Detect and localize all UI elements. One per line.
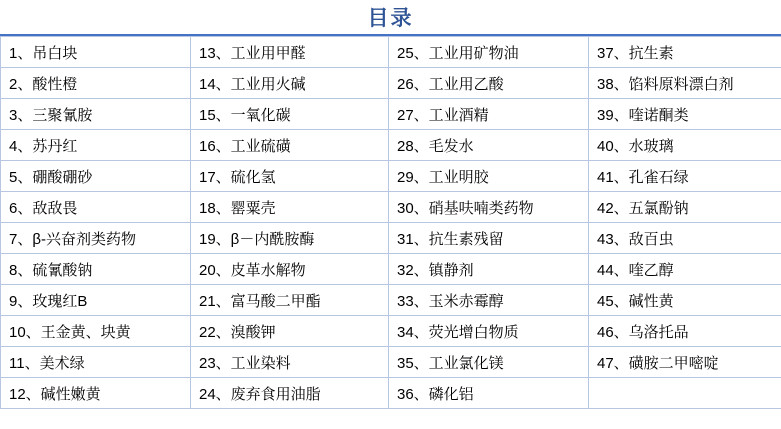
toc-entry[interactable]: 32、镇静剂: [389, 254, 589, 285]
toc-entry[interactable]: 31、抗生素残留: [389, 223, 589, 254]
toc-entry[interactable]: 16、工业硫磺: [191, 130, 389, 161]
toc-entry[interactable]: 46、乌洛托品: [589, 316, 781, 347]
toc-entry[interactable]: 37、抗生素: [589, 37, 781, 68]
toc-entry[interactable]: 8、硫氰酸钠: [1, 254, 191, 285]
toc-entry[interactable]: 36、磷化铝: [389, 378, 589, 409]
toc-entry[interactable]: 23、工业染料: [191, 347, 389, 378]
table-row: [1, 99, 781, 130]
toc-entry[interactable]: 27、工业酒精: [389, 99, 589, 130]
toc-entry[interactable]: 2、酸性橙: [1, 68, 191, 99]
toc-entry[interactable]: 26、工业用乙酸: [389, 68, 589, 99]
toc-entry[interactable]: 34、荧光增白物质: [389, 316, 589, 347]
toc-entry[interactable]: 18、罂粟壳: [191, 192, 389, 223]
toc-entry[interactable]: 3、三聚氰胺: [1, 99, 191, 130]
toc-entry[interactable]: 43、敌百虫: [589, 223, 781, 254]
toc-entry[interactable]: 14、工业用火碱: [191, 68, 389, 99]
toc-entry[interactable]: 17、硫化氢: [191, 161, 389, 192]
toc-entry[interactable]: 35、工业氯化镁: [389, 347, 589, 378]
toc-entry[interactable]: 4、苏丹红: [1, 130, 191, 161]
toc-entry[interactable]: 24、废弃食用油脂: [191, 378, 389, 409]
toc-entry[interactable]: 45、碱性黄: [589, 285, 781, 316]
toc-entry[interactable]: 29、工业明胶: [389, 161, 589, 192]
toc-entry[interactable]: 28、毛发水: [389, 130, 589, 161]
toc-entry[interactable]: 9、玫瑰红B: [1, 285, 191, 316]
toc-entry[interactable]: 39、喹诺酮类: [589, 99, 781, 130]
toc-entry-empty: [589, 378, 781, 409]
toc-entry[interactable]: 21、富马酸二甲酯: [191, 285, 389, 316]
toc-entry[interactable]: 10、王金黄、块黄: [1, 316, 191, 347]
table-row: [1, 37, 781, 68]
toc-entry[interactable]: 40、水玻璃: [589, 130, 781, 161]
toc-entry[interactable]: 42、五氯酚钠: [589, 192, 781, 223]
toc-entry[interactable]: 41、孔雀石绿: [589, 161, 781, 192]
table-row: [1, 347, 781, 378]
table-row: [1, 378, 781, 409]
page-title: 目录: [367, 7, 414, 30]
toc-entry[interactable]: 6、敌敌畏: [1, 192, 191, 223]
table-row: [1, 223, 781, 254]
toc-entry[interactable]: 44、喹乙醇: [589, 254, 781, 285]
table-row: [1, 130, 781, 161]
toc-entry[interactable]: 7、β-兴奋剂类药物: [1, 223, 191, 254]
toc-entry[interactable]: 11、美术绿: [1, 347, 191, 378]
table-row: [1, 285, 781, 316]
document-header: [0, 0, 781, 36]
table-body: [1, 37, 781, 409]
toc-entry[interactable]: 22、溴酸钾: [191, 316, 389, 347]
table-row: [1, 192, 781, 223]
toc-entry[interactable]: 25、工业用矿物油: [389, 37, 589, 68]
table-row: [1, 68, 781, 99]
toc-entry[interactable]: 30、硝基呋喃类药物: [389, 192, 589, 223]
table-row: [1, 254, 781, 285]
toc-entry[interactable]: 33、玉米赤霉醇: [389, 285, 589, 316]
toc-entry[interactable]: 20、皮革水解物: [191, 254, 389, 285]
toc-entry[interactable]: 12、碱性嫩黄: [1, 378, 191, 409]
toc-entry[interactable]: 15、一氧化碳: [191, 99, 389, 130]
table-of-contents: [0, 36, 781, 409]
toc-entry[interactable]: 13、工业用甲醛: [191, 37, 389, 68]
toc-entry[interactable]: 38、馅料原料漂白剂: [589, 68, 781, 99]
toc-entry[interactable]: 47、磺胺二甲嘧啶: [589, 347, 781, 378]
table-row: [1, 161, 781, 192]
toc-entry[interactable]: 19、β－内酰胺酶: [191, 223, 389, 254]
toc-entry[interactable]: 1、吊白块: [1, 37, 191, 68]
table-row: [1, 316, 781, 347]
toc-entry[interactable]: 5、硼酸硼砂: [1, 161, 191, 192]
